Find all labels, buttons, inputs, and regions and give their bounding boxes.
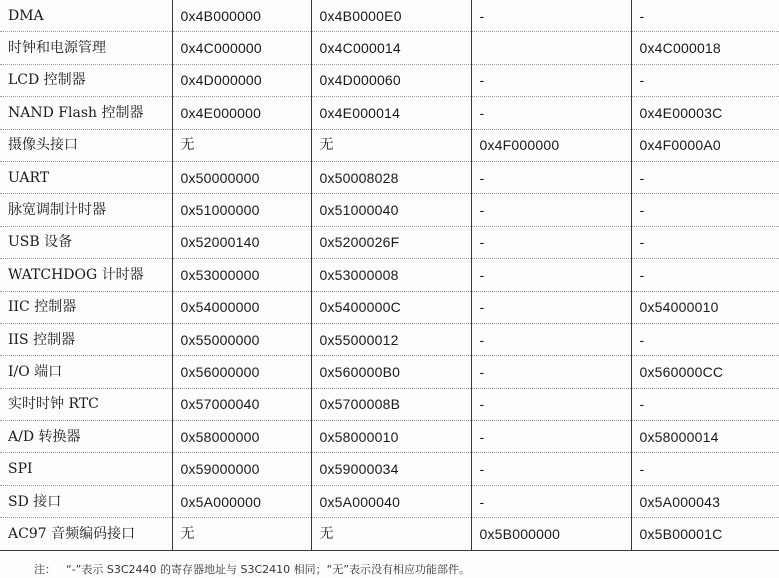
address-s3c2440-start-cell: - (471, 194, 631, 226)
address-start-cell: 0x4C000000 (172, 32, 311, 64)
address-start-cell: 无 (172, 518, 311, 550)
address-s3c2440-start-cell: 0x4F000000 (471, 129, 631, 161)
footnote-text: “-”表示 S3C2440 的寄存器地址与 S3C2410 相同；“无”表示没有相应功能部件。 (66, 563, 471, 576)
address-end-cell: 0x5200026F (311, 226, 471, 258)
address-s3c2440-end-cell: - (631, 194, 779, 226)
table-footnote (34, 561, 470, 577)
address-s3c2440-end-cell: - (631, 0, 779, 32)
address-start-cell: 0x4B000000 (172, 0, 311, 32)
module-name-cell: UART (0, 161, 172, 193)
table-row (0, 453, 779, 485)
address-s3c2440-start-cell (471, 32, 631, 64)
address-end-cell: 无 (311, 129, 471, 161)
table-row (0, 518, 779, 550)
module-name-cell: 时钟和电源管理 (0, 32, 172, 64)
address-s3c2440-end-cell: 0x560000CC (631, 356, 779, 388)
address-end-cell: 0x5400000C (311, 291, 471, 323)
module-name-cell: USB 设备 (0, 226, 172, 258)
table-row (0, 421, 779, 453)
footnote-label: 注： (34, 563, 56, 576)
table-row (0, 0, 779, 32)
address-s3c2440-end-cell: - (631, 161, 779, 193)
table-row (0, 226, 779, 258)
module-name-cell: 脉宽调制计时器 (0, 194, 172, 226)
address-end-cell: 0x58000010 (311, 421, 471, 453)
address-start-cell: 0x53000000 (172, 259, 311, 291)
address-s3c2440-start-cell: - (471, 421, 631, 453)
address-s3c2440-start-cell: - (471, 323, 631, 355)
address-s3c2440-end-cell: 0x4C000018 (631, 32, 779, 64)
address-start-cell: 0x52000140 (172, 226, 311, 258)
address-end-cell: 0x51000040 (311, 194, 471, 226)
address-end-cell: 无 (311, 518, 471, 550)
module-name-cell: LCD 控制器 (0, 64, 172, 96)
address-start-cell: 0x56000000 (172, 356, 311, 388)
module-name-cell: IIC 控制器 (0, 291, 172, 323)
module-name-cell: DMA (0, 0, 172, 32)
table-row (0, 129, 779, 161)
address-s3c2440-end-cell: - (631, 388, 779, 420)
table-row (0, 291, 779, 323)
address-s3c2440-start-cell: - (471, 64, 631, 96)
address-s3c2440-start-cell: - (471, 485, 631, 517)
table-row (0, 485, 779, 517)
address-s3c2440-end-cell: 0x58000014 (631, 421, 779, 453)
address-s3c2440-start-cell: - (471, 0, 631, 32)
address-s3c2440-end-cell: - (631, 259, 779, 291)
address-start-cell: 0x55000000 (172, 323, 311, 355)
table-row (0, 388, 779, 420)
module-name-cell: SPI (0, 453, 172, 485)
address-end-cell: 0x59000034 (311, 453, 471, 485)
table-row (0, 32, 779, 64)
module-name-cell: I/O 端口 (0, 356, 172, 388)
address-start-cell: 0x59000000 (172, 453, 311, 485)
module-name-cell: 摄像头接口 (0, 129, 172, 161)
address-s3c2440-end-cell: - (631, 453, 779, 485)
address-start-cell: 0x50000000 (172, 161, 311, 193)
table-row (0, 356, 779, 388)
address-start-cell: 0x51000000 (172, 194, 311, 226)
table-row (0, 64, 779, 96)
address-end-cell: 0x53000008 (311, 259, 471, 291)
address-s3c2440-end-cell: 0x5A000043 (631, 485, 779, 517)
address-s3c2440-start-cell: - (471, 161, 631, 193)
address-s3c2440-end-cell: - (631, 323, 779, 355)
address-s3c2440-end-cell: 0x54000010 (631, 291, 779, 323)
address-end-cell: 0x560000B0 (311, 356, 471, 388)
address-end-cell: 0x5A000040 (311, 485, 471, 517)
address-s3c2440-start-cell: - (471, 356, 631, 388)
module-name-cell: 实时时钟 RTC (0, 388, 172, 420)
address-s3c2440-end-cell: 0x4F0000A0 (631, 129, 779, 161)
address-s3c2440-end-cell: 0x5B00001C (631, 518, 779, 550)
address-s3c2440-start-cell: - (471, 388, 631, 420)
module-name-cell: AC97 音频编码接口 (0, 518, 172, 550)
address-s3c2440-start-cell: 0x5B000000 (471, 518, 631, 550)
table-row (0, 194, 779, 226)
address-start-cell: 无 (172, 129, 311, 161)
address-end-cell: 0x55000012 (311, 323, 471, 355)
module-name-cell: IIS 控制器 (0, 323, 172, 355)
address-end-cell: 0x4B0000E0 (311, 0, 471, 32)
address-s3c2440-start-cell: - (471, 97, 631, 129)
address-s3c2440-start-cell: - (471, 226, 631, 258)
address-end-cell: 0x4D000060 (311, 64, 471, 96)
address-start-cell: 0x4E000000 (172, 97, 311, 129)
address-start-cell: 0x54000000 (172, 291, 311, 323)
address-s3c2440-end-cell: - (631, 226, 779, 258)
table-row (0, 259, 779, 291)
address-end-cell: 0x4E000014 (311, 97, 471, 129)
address-s3c2440-start-cell: - (471, 259, 631, 291)
table-row (0, 161, 779, 193)
address-start-cell: 0x58000000 (172, 421, 311, 453)
module-name-cell: WATCHDOG 计时器 (0, 259, 172, 291)
address-end-cell: 0x4C000014 (311, 32, 471, 64)
address-start-cell: 0x57000040 (172, 388, 311, 420)
address-end-cell: 0x50008028 (311, 161, 471, 193)
address-s3c2440-start-cell: - (471, 453, 631, 485)
module-name-cell: A/D 转换器 (0, 421, 172, 453)
module-name-cell: NAND Flash 控制器 (0, 97, 172, 129)
address-end-cell: 0x5700008B (311, 388, 471, 420)
table-row (0, 97, 779, 129)
module-name-cell: SD 接口 (0, 485, 172, 517)
address-s3c2440-start-cell: - (471, 291, 631, 323)
address-s3c2440-end-cell: 0x4E00003C (631, 97, 779, 129)
address-start-cell: 0x5A000000 (172, 485, 311, 517)
address-s3c2440-end-cell: - (631, 64, 779, 96)
address-start-cell: 0x4D000000 (172, 64, 311, 96)
table-row (0, 323, 779, 355)
